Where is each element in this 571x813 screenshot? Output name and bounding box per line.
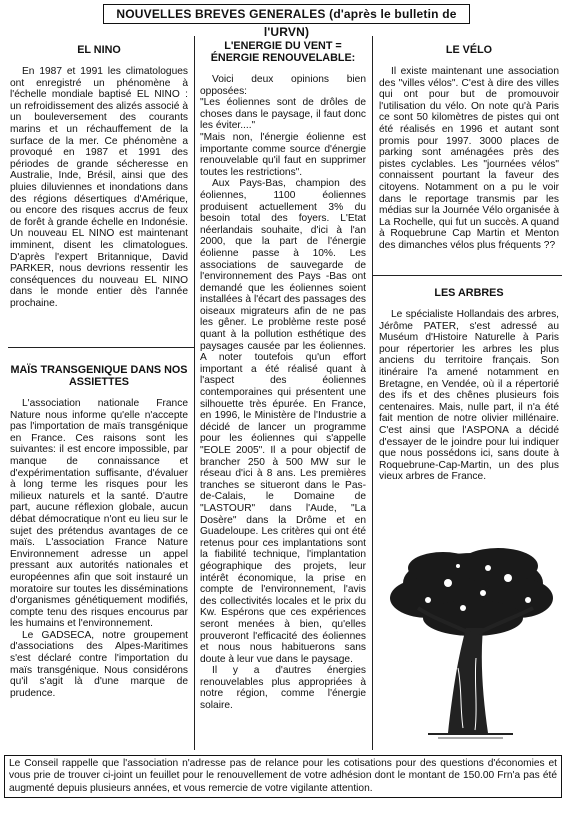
column-divider-left (194, 36, 195, 750)
page-header: NOUVELLES BREVES GENERALES (d'après le bulletin de l'URVN) (103, 4, 470, 24)
article-arbres (379, 287, 559, 483)
article-paragraph: L'association nationale France Nature nous informe qu'elle n'accepte pas l'importation de maïs transgénique en France. Ces raisons sont les suivantes: il est encore impossible, par manque de connaissance et d'expérimentation suffisante, d'évaluer à long terme les risques pour les milieux naturels et la santé. D'autre part, aucune réflexion globale, aucun débat démocratique n'ont eu lieu sur le sujet des prétendus avantages de ce maïs. L'association France Nature Environnement adresse un appel pressant aux autorités nationales et européennes afin que soit instauré un moratoire sur toutes les disséminations d'organismes génétiquement modifiés, compte tenu des risques encourus par les humains et l'environnement. (10, 398, 188, 630)
column-divider-right (372, 36, 373, 750)
article-paragraph: Le spécialiste Hollandais des arbres, Jérôme PATER, s'est adressé au Muséum d'Histoire Naturelle à Paris pour répertorier les arbres les plus anciens du territoire français. Son itinéraire l'a amené notamment en Bretagne, en Vendée, où il a répertorié des ifs et des chênes plusieurs fois centenaires. Mais, nulle part, il n'a été fait mention de notre olivier millénaire. C'est ainsi que l'ASPONA a décidé d'essayer de le joindre pour lui indiquer que nous possédons ici, sans doute à Roquebrune-Cap-Martin, un des plus vieux arbres de France. (379, 309, 559, 483)
article-velo (379, 44, 559, 252)
article-title: MAÏS TRANSGENIQUE DANS NOS ASSIETTES (10, 364, 188, 388)
article-paragraph: Il existe maintenant une association des "villes vélos". C'est à dire des villes qui ont pour but de promouvoir l'utilisation du vélo. On note qu'à Paris ce sont 50 kilomètres de pistes qui ont été réalisés en 1996 et autant sont promis pour 1997. 3000 places de parking sont aménagées près des pistes cyclables. Les "journées vélos" connaissent pourtant la faveur des citoyens. Notamment on a pu le voir dans le reportage transmis par les médias sur la Journée Vélo organisée à La Rochelle, qui fut un succès. A quand à Roquebrune Cap Martin et Menton des dimanches vélos plus fréquents ?? (379, 66, 559, 251)
article-title: L'ENERGIE DU VENT = ÉNERGIE RENOUVELABLE: (210, 40, 356, 64)
footer-notice: Le Conseil rappelle que l'association n'adresse pas de relance pour les cotisations pour des questions d'économies et vous prie de trouver ci-joint un feuillet pour le renouvellement de votre adhésion dont le montant de 150.00 Frn'a pas été augmenté depuis plusieurs années, et vous remercie de votre vigilante attention. (4, 755, 562, 798)
article-paragraph: "Mais non, l'énergie éolienne est importante comme source d'énergie renouvelable qu'il faut en supprimer toutes les restrictions". (200, 131, 366, 178)
article-title: EL NINO (77, 44, 121, 56)
olive-tree-illustration (388, 538, 558, 748)
article-paragraph: Le GADSECA, notre groupement d'associations des Alpes-Maritimes s'est déclaré contre l'importation du maïs transgénique. Nous considérons qu'il s'agit là d'une marque de prudence. (10, 629, 188, 699)
article-title: LES ARBRES (434, 287, 504, 299)
article-energie-vent (200, 40, 366, 712)
article-title: LE VÉLO (445, 44, 493, 56)
article-paragraph: Voici deux opinions bien opposées: (200, 74, 366, 97)
article-paragraph: Il y a d'autres énergies renouvelables plus appropriées à notre région, comme l'énergie solaire. (200, 665, 366, 712)
section-divider-left (8, 347, 194, 348)
article-paragraph: "Les éoliennes sont de drôles de choses dans le paysage, il faut donc les éviter...." (200, 97, 366, 132)
article-el-nino (10, 44, 188, 309)
article-paragraph: Aux Pays-Bas, champion des éoliennes, 1100 éoliennes produisent actuellement 3% du besoin total des foyers. L'Etat néerlandais souhaite, d'ici à l'an 2000, que la part de l'énergie éolienne passe à 10%. Les associations de sauvegarde de l'environnement des Pays -Bas ont demandé que les éoliennes soient installées à l'écart des passages des oiseaux migrateurs afin de ne pas les gêner. Le problème reste posé quant à la pollution esthétique des paysages causée par les éoliennes. A noter toutefois qu'un effort important a été réalisé quant à l'aspect des éoliennes contemporaines qui présentent une silhouette très épurée. En France, en 1996, le Ministère de l'Industrie a décidé de lancer un programme pour les éoliennes qui s'appelle "EOLE 2005". Il a pour objectif de brancher 250 à 500 MW sur le réseau d'ici à 8 ans. Les premières tranches se situeront dans le Pas-de-Calais, le Domaine de "LASTOUR" dans l'Aude, "La Dosère" dans la Drôme et en Guadeloupe. Les critères qui ont été retenus pour ces implantations sont la fiabilité technique, l'implantation géographique des projets, leur intérêt économique, la prise en compte de l'environnement, l'avis des collectivités locales et le prix du Kw. Espérons que ces expériences seront menées à bien, qu'elles prouveront l'efficacité des éoliennes et nous nous habituerons sans doute à leur vue dans le paysage. (200, 178, 366, 665)
article-paragraph: En 1987 et 1991 les climatologues ont enregistré un phénomène à l'échelle mondiale baptisé EL NINO : un refroidissement des alizés associé à un bouleversement des courants marins et un réchauffement de la surface de la mer. Ce phénomène a provoqué en 1987 et 1991 des périodes de grande sécheresse en Australie, Inde, Brésil, ainsi que des pluies diluviennes et inondations dans des régions désertiques d'Amérique, ou encore des risques accrus de feux de forêt à grande échelle en Indonésie. Un nouveau EL NINO est maintenant imminent, disent les climatologues. D'après l'expert Britannique, David PARKER, nous devrions ressentir les conséquences du nouveau EL NINO dans le monde entier dès l'année prochaine. (10, 66, 188, 309)
article-mais-transgenique (10, 364, 188, 699)
section-divider-right (372, 275, 562, 276)
